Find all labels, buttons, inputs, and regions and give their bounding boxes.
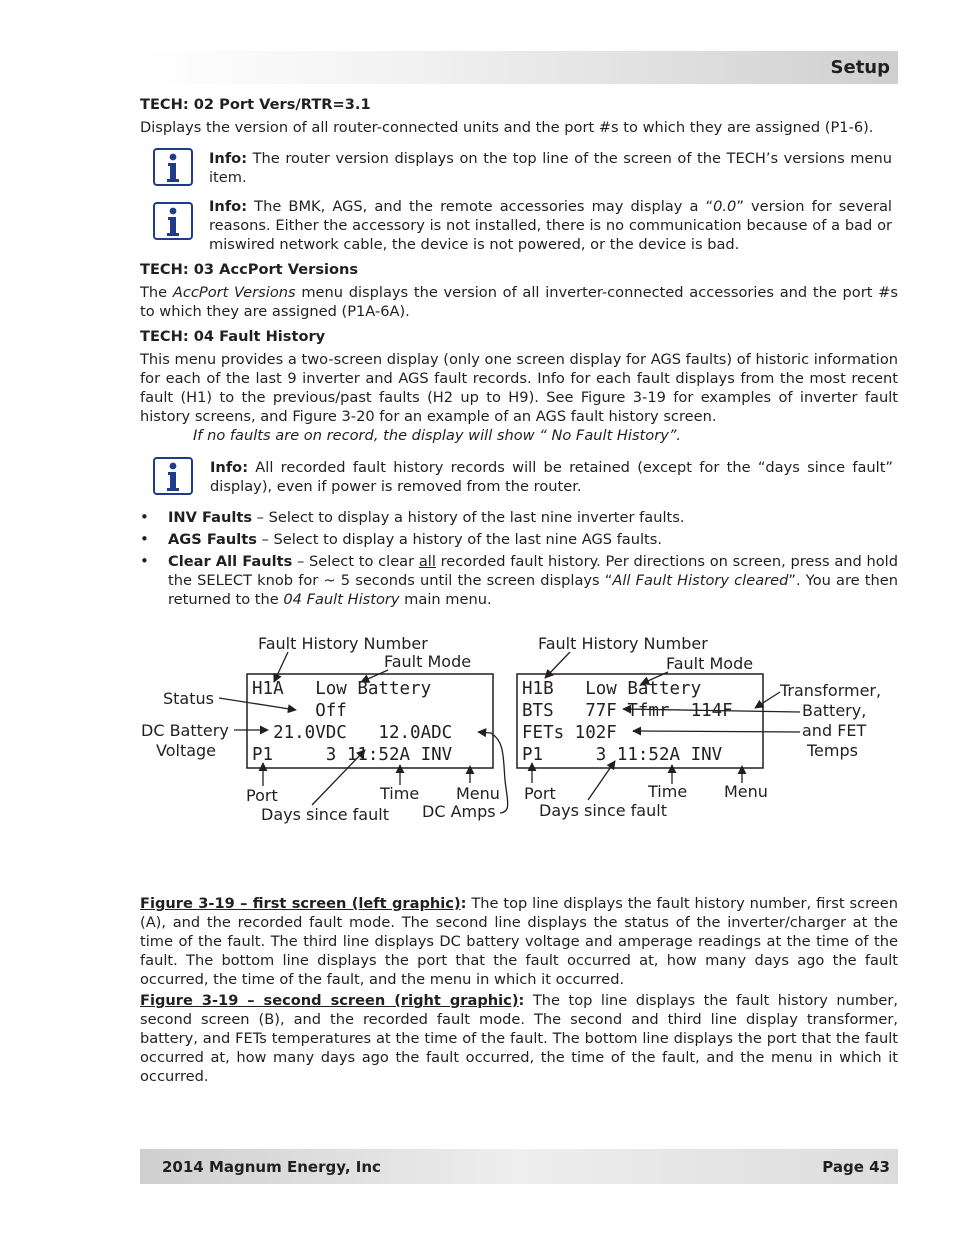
caption-text: The top line displays the fault history number, second screen (B), and the recorded fault mode. The second and third line display transformer, battery, and FETs temperatures at the time of the fault. The bottom line displays the port that the fault occurred at, how many days ago the fault occurred, the time of the fault, and the menu in which it occurred. — [140, 992, 899, 1085]
figure-ref-colon: : — [460, 895, 467, 912]
tech02-heading: TECH: 02 Port Vers/RTR=3.1 — [140, 96, 371, 113]
page-header — [140, 51, 898, 84]
info-label: Info: — [210, 459, 249, 476]
menu-label: Menu — [456, 784, 500, 803]
lcd-line: BTS 77F Tfmr 114F — [522, 701, 733, 721]
fault-options-list — [140, 508, 898, 612]
list-item — [140, 508, 898, 527]
tech02-text: Displays the version of all router-connected units and the port #s to which they are assigned (P1-6). — [140, 119, 874, 136]
info-note-3 — [210, 458, 893, 496]
dc-battery-label: DC Battery — [141, 721, 229, 740]
info-note-1 — [209, 149, 892, 187]
lcd-line: H1B Low Battery — [522, 679, 702, 699]
bullet-text: ”. You are then returned to the — [168, 572, 898, 608]
figure-caption-2 — [140, 991, 898, 1086]
time-label: Time — [380, 784, 420, 803]
figure-caption-1 — [140, 894, 898, 989]
bullet-underline: all — [418, 553, 436, 570]
fault-history-number-label: Fault History Number — [258, 634, 428, 653]
list-item — [140, 530, 898, 549]
menu-label: Menu — [724, 782, 768, 801]
info-text: The router version displays on the top line of the screen of the TECH’s versions menu item. — [209, 150, 892, 186]
info-text: The BMK, AGS, and the remote accessories may display a “ — [247, 198, 714, 215]
dc-voltage-label: Voltage — [156, 741, 217, 760]
tech04-text: This menu provides a two-screen display (only one screen display for AGS faults) of historic information for each of the last 9 inverter and AGS fault records. Info for each fault displays from the most recent fault (H1) to the previous/past faults (H2 up to H9). See Figure 3-19 for examples of inverter fault history screens, and Figure 3-20 for an example of an AGS fault history screen. — [140, 351, 898, 425]
temps-label: Transformer, — [780, 681, 882, 700]
info-note-2 — [209, 197, 892, 254]
figure-ref: Figure 3-19 – second screen (right graphic) — [140, 992, 519, 1009]
bullet-label: AGS Faults — [168, 531, 257, 548]
info-text: ” version for several reasons. Either the accessory is not installed, there is no communication because of a bad or miswired network cable, the device is not powered, or the device is bad. — [209, 198, 892, 253]
section-title: Setup — [830, 57, 890, 78]
bullet-label: INV Faults — [168, 509, 253, 526]
lcd-line: FETs 102F — [522, 723, 617, 743]
bullet-icon: • — [140, 508, 149, 526]
lcd-line: P1 3 11:52A INV — [522, 745, 723, 765]
fault-mode-label: Fault Mode — [666, 654, 754, 673]
lcd-line: P1 3 11:52A INV — [252, 745, 453, 765]
temps-label: Battery, — [802, 701, 867, 720]
tech03-italic: AccPort Versions — [172, 284, 296, 301]
temps-label: Temps — [807, 741, 858, 760]
bullet-label: Clear All Faults — [168, 553, 293, 570]
info-icon — [153, 457, 193, 495]
caption-text: The top line displays the fault history number, first screen (A), and the recorded fault mode. The second line displays the status of the inverter/charger at the time of the fault. The third line displays DC battery voltage and amperage readings at the time of the fault. The bottom line displays the port that the fault occurred at, how many days ago the fault occurred, the time of the fault, and the menu in which it occurred. — [140, 895, 898, 988]
list-item — [140, 552, 898, 609]
lcd-line: H1A Low Battery — [252, 679, 432, 699]
bullet-icon: • — [140, 552, 149, 570]
page-footer — [140, 1149, 898, 1184]
tech04-heading: TECH: 04 Fault History — [140, 328, 326, 345]
lcd-line: Off — [252, 701, 347, 721]
lcd-line: 21.0VDC 12.0ADC — [252, 723, 453, 743]
time-label: Time — [648, 782, 688, 801]
page-number: Page 43 — [822, 1158, 890, 1176]
temps-label: and FET — [802, 721, 867, 740]
bullet-icon: • — [140, 530, 149, 548]
tech04-italic-note: If no faults are on record, the display will show “ No Fault History”. — [193, 427, 682, 444]
footer-company: 2014 Magnum Energy, Inc — [162, 1158, 381, 1176]
bullet-text: recorded fault history. Per directions on screen, press and hold the SELECT knob for ~ 5 seconds until the screen displays “ — [168, 553, 898, 589]
info-label: Info: — [209, 198, 248, 215]
fault-history-figure — [0, 620, 954, 840]
tech03-heading: TECH: 03 AccPort Versions — [140, 261, 359, 278]
bullet-italic: 04 Fault History — [283, 591, 400, 608]
info-icon — [153, 148, 193, 186]
tech03-text-a: The — [140, 284, 173, 301]
bullet-text: – Select to clear — [292, 553, 419, 570]
bullet-text: main menu. — [399, 591, 492, 608]
fault-history-number-label: Fault History Number — [538, 634, 708, 653]
bullet-text: – Select to display a history of the last nine AGS faults. — [256, 531, 663, 548]
port-label: Port — [524, 784, 556, 803]
info-text: All recorded fault history records will be retained (except for the “days since fault” display), even if power is removed from the router. — [210, 459, 893, 495]
info-label: Info: — [209, 150, 248, 167]
info-icon — [153, 202, 193, 240]
info-italic: 0.0 — [713, 198, 737, 215]
figure-ref-colon: : — [518, 992, 525, 1009]
bullet-italic: All Fault History cleared — [612, 572, 789, 589]
dc-amps-label: DC Amps — [422, 802, 496, 821]
status-label: Status — [163, 689, 214, 708]
days-since-fault-label: Days since fault — [261, 805, 389, 824]
tech03-text-b: menu displays the version of all inverter-connected accessories and the port #s to which they are assigned (P1A-6A). — [140, 284, 898, 320]
port-label: Port — [246, 786, 278, 805]
tech03-text — [140, 283, 898, 321]
fault-mode-label: Fault Mode — [384, 652, 472, 671]
bullet-text: – Select to display a history of the last nine inverter faults. — [252, 509, 685, 526]
days-since-fault-label: Days since fault — [539, 801, 667, 820]
figure-ref: Figure 3-19 – first screen (left graphic) — [140, 895, 461, 912]
